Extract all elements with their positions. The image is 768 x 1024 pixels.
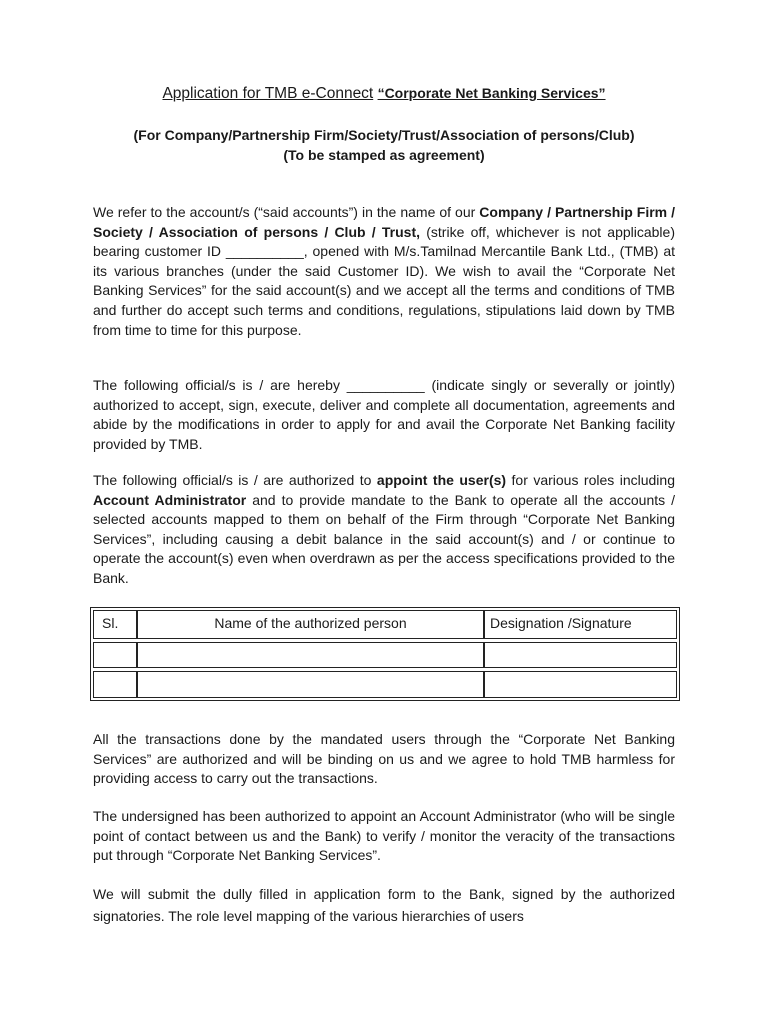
table-row-2-designation-cell[interactable] bbox=[484, 671, 677, 698]
title-service-name: “Corporate Net Banking Services” bbox=[377, 85, 606, 101]
table-row-2-sl-cell[interactable] bbox=[93, 671, 137, 698]
page-title bbox=[0, 85, 768, 103]
table-row-1-name-cell[interactable] bbox=[137, 642, 484, 668]
paragraph-transactions-binding: All the transactions done by the mandated users through the “Corporate Net Banking Services” are authorized and will be binding on us and we agree to hold TMB harmless for providing access to carry out the transactions. bbox=[93, 731, 675, 787]
paragraph-user-appointment: The following official/s is / are authorized to appoint the user(s) for various roles including Account Administrator and to provide mandate to the Bank to operate all the accounts / selected accounts mapped to them on behalf of the Firm through “Corporate Net Banking Services”, including causing a debit balance in the said account(s) and / or continue to operate the account(s) even when overdrawn as per the access specifications provided to the Bank. bbox=[93, 472, 675, 586]
paragraph-application-submission: We will submit the dully filled in application form to the Bank, signed by the authorized signatories. The role level mapping of the various hierarchies of users bbox=[93, 886, 675, 924]
table-header-name: Name of the authorized person bbox=[137, 610, 484, 639]
paragraph-account-administrator: The undersigned has been authorized to appoint an Account Administrator (who will be single point of contact between us and the Bank) to verify / monitor the veracity of the transactions put through “Corporate Net Banking Services”. bbox=[93, 808, 675, 864]
table-row-1-sl-cell[interactable] bbox=[93, 642, 137, 668]
subtitle-entity-types: (For Company/Partnership Firm/Society/Trust/Association of persons/Club) bbox=[133, 127, 635, 143]
table-row-1-designation-cell[interactable] bbox=[484, 642, 677, 668]
account-admin-emphasis: Account Administrator bbox=[93, 491, 247, 508]
table-row-2-name-cell[interactable] bbox=[137, 671, 484, 698]
table-header-sl: Sl. bbox=[93, 610, 137, 639]
table-header-designation: Designation /Signature bbox=[484, 610, 677, 639]
paragraph-authorization-mode: The following official/s is / are hereby __________ (indicate singly or severally or jointly) authorized to accept, sign, execute, deliver and complete all documentation, agreements and abide by the modifications in order to apply for and avail the Corporate Net Banking facility provided by TMB. bbox=[93, 377, 675, 452]
subtitle-stamp-note: (To be stamped as agreement) bbox=[283, 147, 485, 163]
paragraph-accounts-reference: We refer to the account/s (“said accounts”) in the name of our Company / Partnership Firm / Society / Association of persons / Club / Trust, (strike off, whichever is not applicable) bearing customer ID __________, opened with M/s.Tamilnad Mercantile Bank Ltd., (TMB) at its various branches (under the said Customer ID). We wish to avail the “Corporate Net Banking Services” for the said account(s) and we accept all the terms and conditions of TMB and further do accept such terms and conditions, regulations, stipulations laid down by TMB from time to time for this purpose. bbox=[93, 204, 675, 338]
appoint-users-emphasis: appoint the user(s) bbox=[376, 472, 507, 488]
entity-type-options: Company / Partnership Firm / Society / Association of persons / Club / Trust, bbox=[93, 204, 675, 240]
title-main: Application for TMB e-Connect bbox=[162, 85, 374, 102]
authorized-persons-table bbox=[90, 607, 680, 701]
